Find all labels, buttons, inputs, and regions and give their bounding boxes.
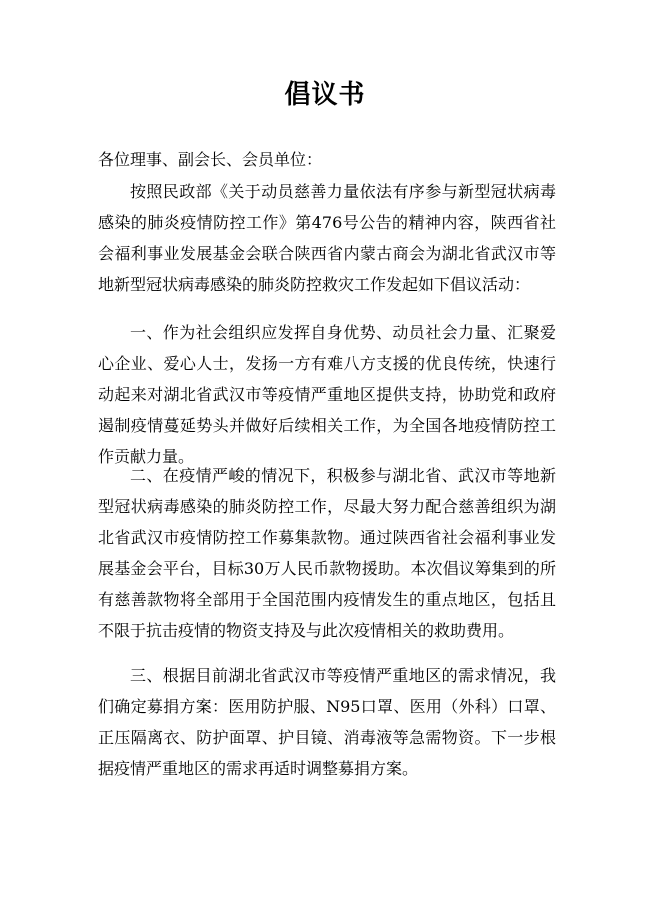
salutation: 各位理事、副会长、会员单位： [98, 150, 323, 169]
paragraph-item-3: 三、根据目前湖北省武汉市等疫情严重地区的需求情况，我们确定募捐方案：医用防护服、N95口罩、医用（外科）口罩、正压隔离衣、防护面罩、护目镜、消毒液等急需物资。下一步根据疫情严重地区的需求再适时调整募捐方案。 [98, 666, 556, 778]
paragraph-item-2: 二、在疫情严峻的情况下，积极参与湖北省、武汉市等地新型冠状病毒感染的肺炎防控工作，尽最大努力配合慈善组织为湖北省武汉市疫情防控工作募集款物。通过陕西省社会福利事业发展基金会平台，目标30万人民币款物援助。本次倡议筹集到的所有慈善款物将全部用于全国范围内疫情发生的重点地区，包括且不限于抗击疫情的物资支持及与此次疫情相关的救助费用。 [98, 466, 556, 640]
document-title: 倡议书 [284, 80, 366, 110]
paragraph-item-1: 一、作为社会组织应发挥自身优势、动员社会力量、汇聚爱心企业、爱心人士，发扬一方有难八方支援的优良传统，快速行动起来对湖北省武汉市等疫情严重地区提供支持，协助党和政府遏制疫情蔓延势头并做好后续相关工作，为全国各地疫情防控工作贡献力量。 [98, 323, 556, 466]
paragraph-intro: 按照民政部《关于动员慈善力量依法有序参与新型冠状病毒感染的肺炎疫情防控工作》第476号公告的精神内容，陕西省社会福利事业发展基金会联合陕西省内蒙古商会为湖北省武汉市等地新型冠状病毒感染的肺炎防控救灾工作发起如下倡议活动： [98, 182, 556, 294]
